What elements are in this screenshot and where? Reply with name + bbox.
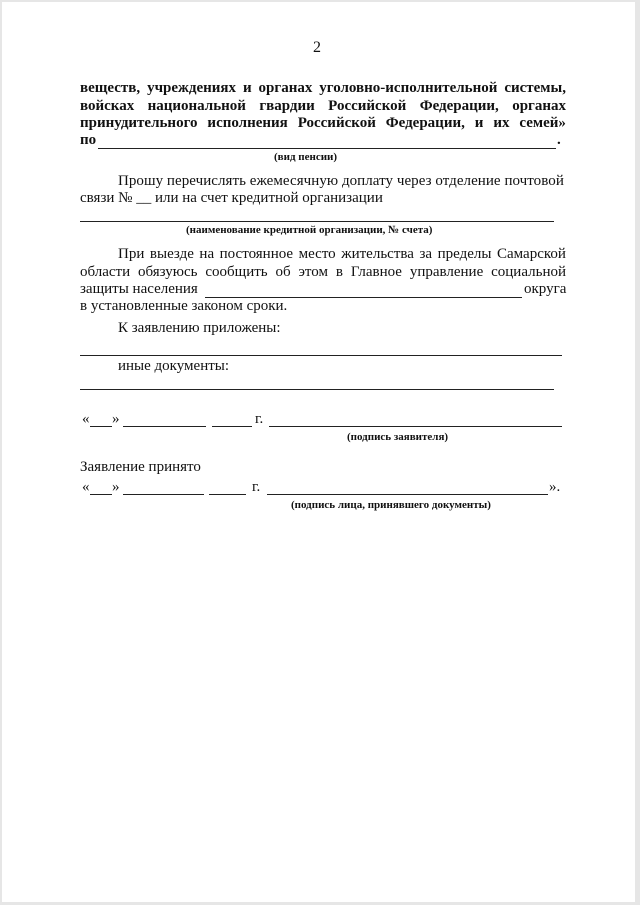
accepted-date-close-quote: » bbox=[112, 479, 120, 495]
relocation-line-1: При выезде на постоянное место жительства за пределы Самарской bbox=[118, 246, 566, 262]
other-documents-field[interactable] bbox=[80, 389, 554, 390]
accepted-date-open-quote: « bbox=[82, 479, 90, 495]
intro-line-2: войсках национальной гвардии Российской Федерации, органах bbox=[80, 98, 566, 114]
applicant-signature-field[interactable] bbox=[269, 426, 562, 427]
relocation-line-3-suffix: округа bbox=[524, 281, 567, 297]
pension-type-field[interactable] bbox=[98, 148, 556, 149]
intro-line-1: веществ, учреждениях и органах уголовно-исполнительной системы, bbox=[80, 80, 566, 96]
accepted-signature-field[interactable] bbox=[267, 494, 548, 495]
intro-line-3: принудительного исполнения Российской Федерации, и их семей» bbox=[80, 115, 566, 131]
applicant-signature-caption: (подпись заявителя) bbox=[347, 431, 449, 443]
applicant-day-field[interactable] bbox=[90, 426, 112, 427]
accepted-year-field[interactable] bbox=[209, 494, 246, 495]
accepted-heading: Заявление принято bbox=[80, 459, 201, 475]
payment-line-2: связи № __ или на счет кредитной организации bbox=[80, 190, 383, 206]
relocation-line-3-prefix: защиты населения bbox=[80, 281, 198, 297]
intro-line-4-prefix: по bbox=[80, 132, 97, 148]
relocation-line-2: области обязуюсь сообщить об этом в Главное управление социальной bbox=[80, 264, 566, 280]
applicant-date-open-quote: « bbox=[82, 411, 90, 427]
accepted-day-field[interactable] bbox=[90, 494, 112, 495]
payment-line-1: Прошу перечислять ежемесячную доплату через отделение почтовой bbox=[118, 173, 564, 189]
accepted-year-label: г. bbox=[252, 479, 261, 495]
accepted-closing-quote: ». bbox=[549, 479, 561, 495]
other-documents-label: иные документы: bbox=[118, 358, 230, 374]
relocation-line-4: в установленные законом сроки. bbox=[80, 298, 288, 314]
bank-account-caption: (наименование кредитной организации, № счета) bbox=[186, 224, 433, 236]
applicant-year-field[interactable] bbox=[212, 426, 252, 427]
accepted-signature-caption: (подпись лица, принявшего документы) bbox=[291, 499, 491, 511]
attachments-heading: К заявлению приложены: bbox=[118, 320, 281, 336]
accepted-month-field[interactable] bbox=[123, 494, 204, 495]
pension-type-caption: (вид пенсии) bbox=[274, 151, 338, 163]
attachments-field[interactable] bbox=[80, 355, 562, 356]
applicant-year-label: г. bbox=[255, 411, 264, 427]
bank-account-field[interactable] bbox=[80, 221, 554, 222]
applicant-date-close-quote: » bbox=[112, 411, 120, 427]
applicant-month-field[interactable] bbox=[123, 426, 206, 427]
intro-line-4-end: . bbox=[557, 132, 561, 148]
document-page bbox=[2, 2, 635, 902]
page-number: 2 bbox=[313, 39, 321, 56]
